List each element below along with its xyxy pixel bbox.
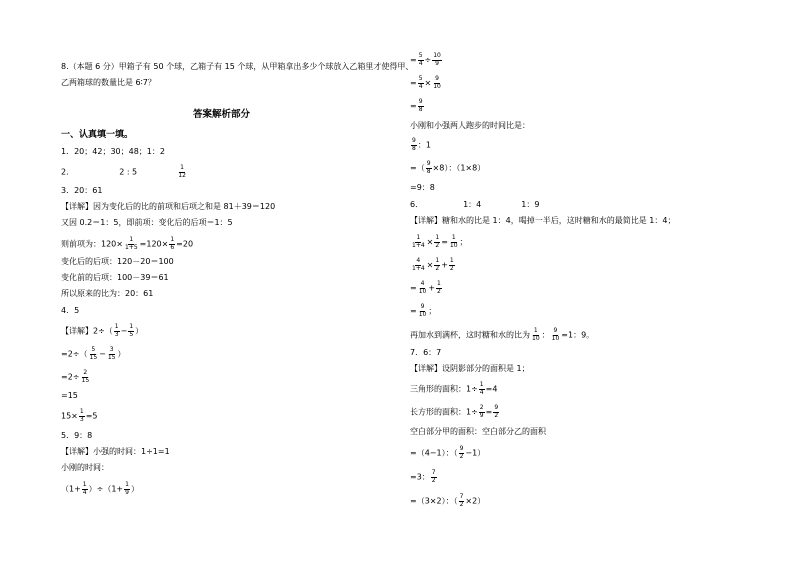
question-8-line-2: 乙两箱球的数量比是 6∶7？	[61, 78, 156, 87]
answer-section-title: 答案解析部分	[193, 109, 251, 120]
answer-5-detail-3: （1+ $\frac{1}{4}$ ）÷（1+ $\frac{1}{9}$ ）	[61, 481, 139, 496]
answer-3-detail-4: 变化后的后项：120－20＝100	[61, 257, 174, 266]
answer-7-detail-6: =3： $\frac{7}{2}$	[410, 469, 436, 484]
answer-7-detail-2: 三角形的面积：1÷ $\frac{1}{4}$ =4	[410, 381, 498, 396]
answer-4-detail-2: =2÷（ $\frac{5}{15}$ − $\frac{3}{15}$ ）	[61, 346, 126, 361]
answer-7-detail-4: 空白部分甲的面积：空白部分乙的面积	[410, 427, 546, 436]
answer-6: 6． 1：4 1：9	[410, 200, 540, 209]
answer-5-step-6: =（ $\frac{9}{8}$ ×8）：（1×8）	[410, 160, 486, 175]
answer-3: 3．20：61	[61, 186, 103, 195]
answer-4: 4．5	[61, 306, 80, 315]
answer-5-step-7: =9：8	[410, 183, 435, 192]
answer-5-step-5: $\frac{9}{8}$ ：1	[412, 137, 431, 152]
answer-4-detail-4: =15	[61, 391, 78, 400]
answer-7: 7．6：7	[410, 348, 442, 357]
answer-3-detail-6: 所以原来的比为：20：61	[61, 289, 154, 298]
answer-7-detail-3: 长方形的面积：1÷ $\frac{2}{9}$ = $\frac{9}{2}$	[410, 404, 499, 419]
answer-5-detail-2: 小刚的时间：	[61, 463, 109, 472]
answer-2-ratio: 2 : 5	[119, 167, 138, 177]
answer-3-detail-5: 变化前的后项：100－39＝61	[61, 273, 169, 282]
answer-2-number: 2．	[61, 167, 75, 177]
answer-6-detail-6: 再加水到满杯，这时糖和水的比为 $\frac{1}{10}$ ： $\frac{9}{10}$ =1：9。	[410, 327, 595, 342]
answer-6-detail-2: $\frac{1}{1+4}$ × $\frac{1}{2}$ = $\frac{1}{10}$ ；	[412, 234, 468, 249]
answer-3-detail-1: 【详解】因为变化后的比的前项和后项之和是 81＋39＝120	[61, 202, 276, 211]
answer-5-step-2: = $\frac{5}{4}$ × $\frac{9}{10}$	[410, 75, 441, 90]
answer-7-detail-7: =（3×2）：（ $\frac{7}{2}$ ×2）	[410, 493, 486, 508]
answer-5-detail-1: 【详解】小强的时间：1÷1=1	[61, 447, 170, 456]
answer-1: 1．20；42；30；48；1：2	[61, 147, 165, 156]
answer-4-detail-5: 15× $\frac{1}{3}$ =5	[61, 408, 98, 423]
answer-5-step-3: = $\frac{9}{8}$	[410, 98, 423, 113]
answer-7-detail-1: 【详解】设阴影部分的面积是 1；	[410, 364, 530, 373]
answer-7-detail-5: =（4−1）：（ $\frac{9}{2}$ −1）	[410, 445, 486, 460]
answer-2-fraction: $\frac{1}{12}$	[178, 164, 186, 179]
answer-5-step-4: 小刚和小强两人跑步的时间比是：	[410, 121, 530, 130]
answer-4-detail-3: =2÷ $\frac{2}{15}$	[61, 369, 90, 384]
answer-5: 5．9：8	[61, 431, 93, 440]
question-8-line-1: 8.（本题 6 分）甲箱子有 50 个球，乙箱子有 15 个球，从甲箱拿出多少个球放入乙箱里才使得甲、	[61, 62, 414, 71]
answer-5-step-1: = $\frac{5}{4}$ ÷ $\frac{10}{9}$	[410, 52, 441, 67]
answer-3-detail-3: 则前项为：120× $\frac{1}{1+5}$ =120× $\frac{1}{6}$ =20	[61, 236, 194, 251]
answer-6-detail-1: 【详解】糖和水的比是 1：4，喝掉一半后，这时糖和水的最简比是 1：4；	[410, 216, 676, 225]
section-heading: 一、认真填一填。	[61, 130, 134, 140]
answer-6-detail-3: $\frac{4}{1+4}$ × $\frac{1}{2}$ + $\frac{1}{2}$	[412, 257, 454, 272]
answer-4-detail-1: 【详解】2÷（ $\frac{1}{3}$ − $\frac{1}{5}$ ）	[61, 323, 144, 338]
answer-6-detail-5: = $\frac{9}{10}$ ；	[410, 303, 437, 318]
answer-2	[61, 165, 188, 179]
answer-3-detail-2: 又因 0.2＝1：5，即前项：变化后的后项＝1：5	[61, 218, 233, 227]
answer-6-detail-4: = $\frac{4}{10}$ + $\frac{1}{2}$	[410, 280, 441, 295]
